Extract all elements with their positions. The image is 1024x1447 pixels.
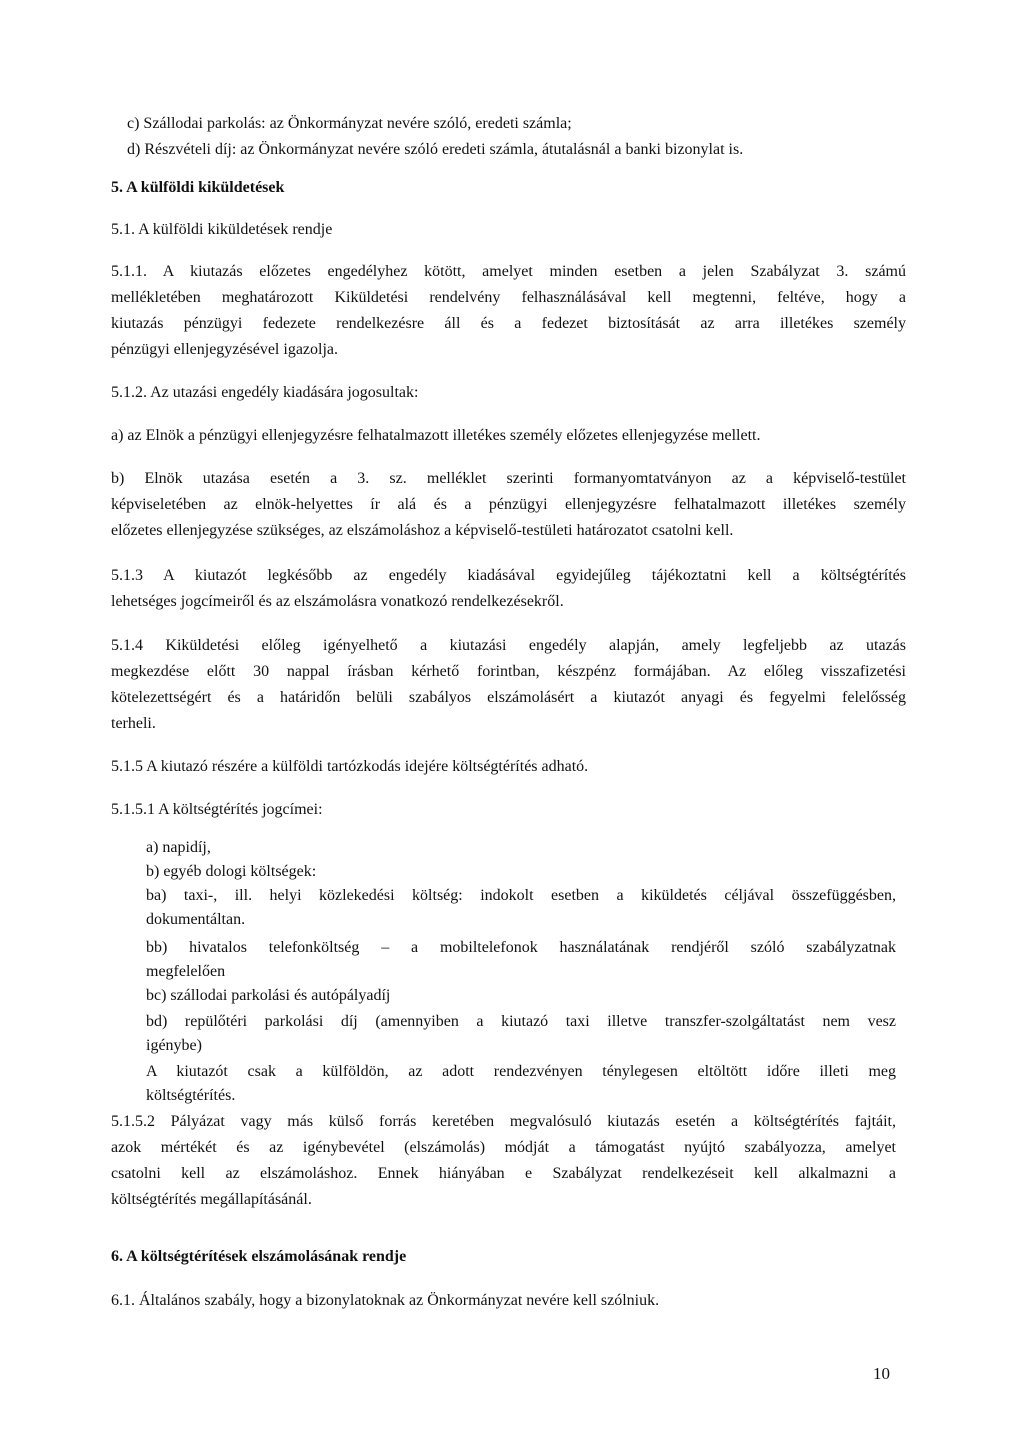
paragraph-5-1-4-line-1: 5.1.4 Kiküldetési előleg igényelhető a kiutazási engedély alapján, amely legfeljebb az utazás: [111, 637, 906, 654]
paragraph-5-1-1-line-1: 5.1.1. A kiutazás előzetes engedélyhez kötött, amelyet minden esetben a jelen Szabályzat 3. számú: [111, 263, 906, 280]
paragraph-5-1-5: 5.1.5 A kiutazó részére a külföldi tartózkodás idejére költségtérítés adható.: [111, 758, 589, 775]
paragraph-5-1-1-line-4: pénzügyi ellenjegyzésével igazolja.: [111, 341, 339, 358]
list-item-c: c) Szállodai parkolás: az Önkormányzat nevére szóló, eredeti számla;: [127, 115, 572, 132]
page-number: 10: [873, 1364, 890, 1383]
list-item-bd-line-1: bd) repülőtéri parkolási díj (amennyiben a kiutazó taxi illetve transzfer-szolgáltatást nem vesz: [146, 1013, 896, 1030]
paragraph-5-1-2: 5.1.2. Az utazási engedély kiadására jogosultak:: [111, 384, 419, 401]
paragraph-5-1-2-a: a) az Elnök a pénzügyi ellenjegyzésre felhatalmazott illetékes személy előzetes ellenjegyzése mellett.: [111, 427, 761, 444]
paragraph-5-1-4-line-2: megkezdése előtt 30 nappal írásban kérhető forintban, készpénz formájában. Az előleg visszafizetési: [111, 663, 906, 680]
section-heading-5: 5. A külföldi kiküldetések: [111, 179, 285, 196]
list-item-bc: bc) szállodai parkolási és autópályadíj: [146, 987, 391, 1004]
paragraph-5-1-5-1: 5.1.5.1 A költségtérítés jogcímei:: [111, 801, 323, 818]
paragraph-5-1-1-line-2: mellékletében meghatározott Kiküldetési rendelvény felhasználásával kell megtenni, feltéve, hogy a: [111, 289, 906, 306]
paragraph-5-1-2-b-line-1: b) Elnök utazása esetén a 3. sz. melléklet szerinti formanyomtatványon az a képviselő-testület: [111, 470, 906, 487]
paragraph-6-1: 6.1. Általános szabály, hogy a bizonylatoknak az Önkormányzat nevére kell szólniuk.: [111, 1292, 660, 1309]
section-heading-6: 6. A költségtérítések elszámolásának rendje: [111, 1248, 407, 1265]
paragraph-5-1-4-line-3: kötelezettségért és a határidőn belüli szabályos elszámolásért a kiutazót anyagi és fegyelmi felelősség: [111, 689, 906, 706]
paragraph-5-1-3-line-2: lehetséges jogcímeiről és az elszámolásra vonatkozó rendelkezésekről.: [111, 593, 564, 610]
paragraph-5-1-3-line-1: 5.1.3 A kiutazót legkésőbb az engedély kiadásával egyidejűleg tájékoztatni kell a költségtérítés: [111, 567, 906, 584]
list-item-a: a) napidíj,: [146, 839, 211, 856]
paragraph-5-1-2-b-line-3: előzetes ellenjegyzése szükséges, az elszámoláshoz a képviselő-testületi határozatot csatolni kell.: [111, 522, 734, 539]
list-item-bb-line-2: megfelelően: [146, 963, 226, 980]
paragraph-5-1-2-b-line-2: képviseletében az elnök-helyettes ír alá és a pénzügyi ellenjegyzésre felhatalmazott illetékes személy: [111, 496, 906, 513]
note-line-2: költségtérítés.: [146, 1087, 236, 1104]
paragraph-5-1-5-2-line-3: csatolni kell az elszámoláshoz. Ennek hiányában e Szabályzat rendelkezéseit kell alkalmazni a: [111, 1165, 896, 1182]
list-item-bb-line-1: bb) hivatalos telefonköltség – a mobiltelefonok használatának rendjéről szóló szabályzatnak: [146, 939, 896, 956]
list-item-ba-line-1: ba) taxi-, ill. helyi közlekedési költség: indokolt esetben a kiküldetés céljával összefüggésben,: [146, 887, 896, 904]
paragraph-5-1-5-2-line-1: 5.1.5.2 Pályázat vagy más külső forrás keretében megvalósuló kiutazás esetén a költségtérítés fajtáit,: [111, 1113, 896, 1130]
list-item-d: d) Részvételi díj: az Önkormányzat nevére szóló eredeti számla, átutalásnál a banki bizonylat is.: [127, 141, 744, 158]
list-item-b: b) egyéb dologi költségek:: [146, 863, 317, 880]
list-item-bd-line-2: igénybe): [146, 1037, 202, 1054]
paragraph-5-1-4-line-4: terheli.: [111, 715, 156, 732]
paragraph-5-1-5-2-line-4: költségtérítés megállapításánál.: [111, 1191, 312, 1208]
list-item-ba-line-2: dokumentáltan.: [146, 911, 246, 928]
paragraph-5-1-5-2-line-2: azok mértékét és az igénybevétel (elszámolás) módját a támogatást nyújtó szabályozza, amelyet: [111, 1139, 896, 1156]
subsection-heading-5-1: 5.1. A külföldi kiküldetések rendje: [111, 221, 333, 238]
paragraph-5-1-1-line-3: kiutazás pénzügyi fedezete rendelkezésre áll és a fedezet biztosítását az arra illetékes személy: [111, 315, 906, 332]
note-line-1: A kiutazót csak a külföldön, az adott rendezvényen ténylegesen eltöltött időre illeti meg: [146, 1063, 896, 1080]
